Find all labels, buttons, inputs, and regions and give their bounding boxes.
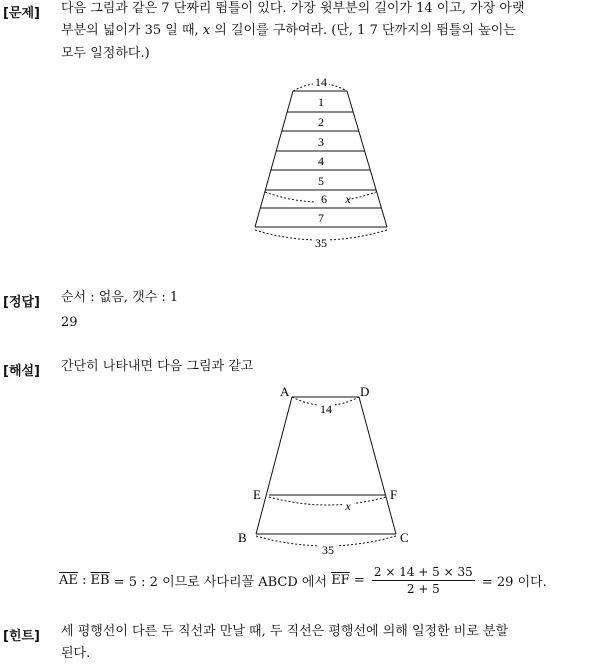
fraction-numerator: 2 × 14 + 5 × 35	[373, 565, 473, 579]
hint-line-1: 세 평행선이 다른 두 직선과 만날 때, 두 직선은 평행선에 의해 일정한 비로 분할	[61, 624, 509, 639]
fraction-denominator: 2 + 5	[406, 582, 440, 596]
step-label-4: 4	[318, 154, 324, 168]
bottom-length-label: 35	[322, 543, 334, 557]
segment-ae: $\overline{AE}$	[59, 573, 78, 588]
explanation-tag: [해설]	[3, 364, 40, 379]
step-label-2: 2	[318, 115, 324, 129]
vaulting-box-figure	[250, 72, 395, 252]
top-length-label: 14	[320, 402, 332, 416]
ratio-formula: $\overline{AE}$ : $\overline{EB}$ = 5 : 2 이므로 사다리꼴 ABCD 에서 $\overline{EF}$ = $\frac{2 \times 14 + 5 \times 35}{2 + 5}$ = 29 이다.	[59, 565, 547, 596]
problem-line-2: 부분의 넓이가 35 일 때, x 의 길이를 구하여라. (단, 1 7 단까지의 뜀틀의 높이는	[61, 23, 516, 38]
vertex-f: F	[390, 487, 398, 502]
problem-line-3: 모두 일정하다.)	[61, 46, 150, 61]
step-label-5: 5	[318, 174, 324, 188]
x-label: x	[345, 192, 351, 206]
top-length-label: 14	[315, 75, 327, 89]
explanation-intro: 간단히 나타내면 다음 그림과 같고	[61, 359, 254, 374]
variable-x: x	[202, 23, 211, 38]
answer-tag: [정답]	[3, 295, 40, 310]
answer-line-2: 29	[61, 315, 78, 330]
vertex-d: D	[360, 384, 370, 399]
vertex-c: C	[400, 530, 409, 545]
hint-tag: [힌트]	[3, 629, 40, 644]
problem-line-1: 다음 그림과 같은 7 단짜리 뜀틀이 있다. 가장 윗부분의 길이가 14 이고, 가장 아랫	[61, 1, 525, 16]
step-label-1: 1	[318, 95, 324, 109]
segment-ef: $\overline{EF}$	[331, 573, 350, 588]
trapezoid-figure	[232, 380, 422, 558]
step-label-6: 6	[321, 192, 327, 206]
step-label-3: 3	[318, 135, 324, 149]
step-label-7: 7	[318, 211, 324, 225]
hint-line-2: 된다.	[61, 646, 91, 661]
answer-line-1: 순서 : 없음, 갯수 : 1	[61, 290, 179, 305]
vertex-b: B	[238, 530, 247, 545]
bottom-length-label: 35	[315, 236, 327, 250]
vertex-e: E	[253, 487, 261, 502]
x-label: x	[345, 499, 351, 513]
vertex-a: A	[280, 384, 290, 399]
fraction	[372, 565, 475, 596]
segment-eb: $\overline{EB}$	[90, 573, 110, 588]
problem-tag: [문제]	[3, 6, 40, 21]
